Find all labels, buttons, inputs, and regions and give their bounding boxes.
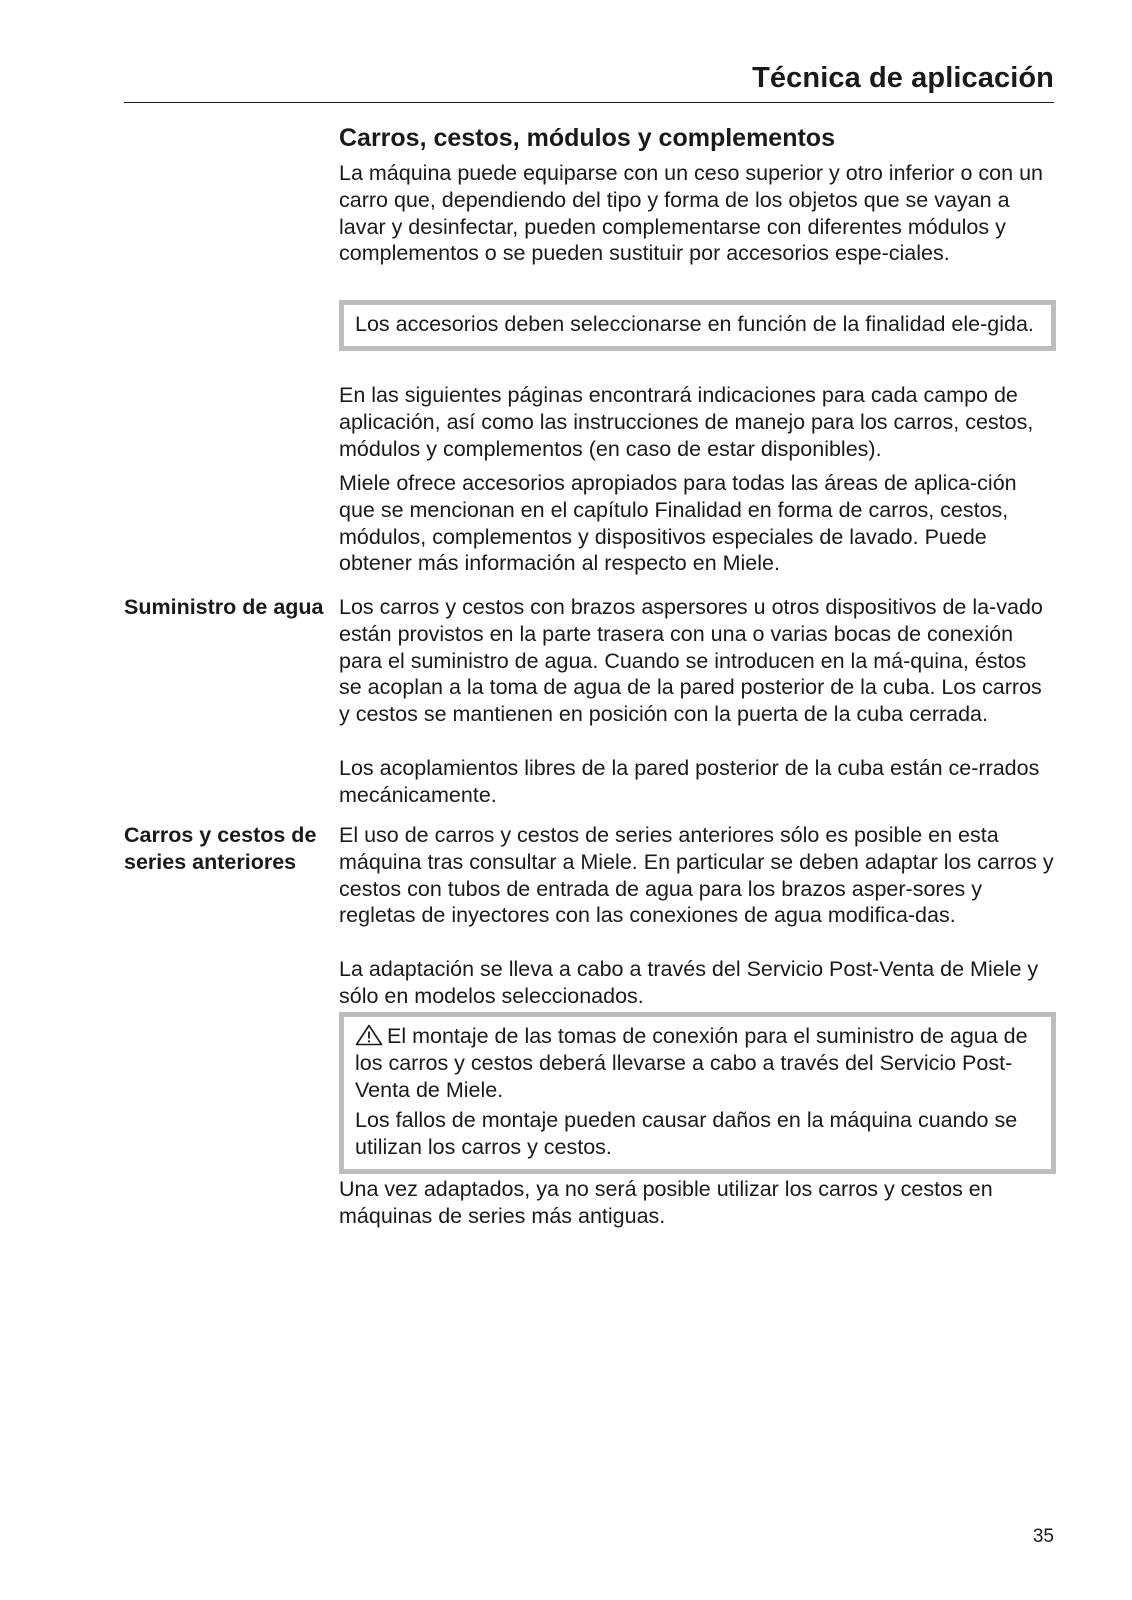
paragraph-accessories: Miele ofrece accesorios apropiados para todas las áreas de aplica-ción que se mencionan en el capítulo Finalidad en forma de carros, cestos, módulos, complementos y dispositivos especiales de lavado. Puede obtener más información al respecto en Miele. <box>339 471 1017 576</box>
chapter-title: Técnica de aplicación <box>752 62 1054 94</box>
older-series-paragraph-2: La adaptación se lleva a cabo a través del Servicio Post-Venta de Miele y sólo en modelos seleccionados. <box>339 957 1039 1008</box>
paragraph-next-pages: En las siguientes páginas encontrará indicaciones para cada campo de aplicación, así como las instrucciones de manejo para los carros, cestos, módulos y complementos (en caso de estar disponibles). <box>339 383 1034 461</box>
warning-box <box>339 1012 1056 1174</box>
note-text: Los accesorios deben seleccionarse en función de la finalidad ele-gida. <box>355 312 1034 336</box>
side-heading-older-series: Carros y cestos de series anteriores <box>124 823 317 874</box>
water-supply-paragraph: Los carros y cestos con brazos aspersores u otros dispositivos de la-vado están provistos en la parte trasera con una o varias bocas de conexión para el suministro de agua. Cuando se introducen en la má-quina, éstos se acoplan a la toma de agua de la pared posterior de la cuba. Los carros y cestos se mantienen en posición con la puerta de la cuba cerrada. <box>339 595 1043 727</box>
page-header <box>124 58 1054 103</box>
side-heading-water-supply: Suministro de agua <box>124 595 324 619</box>
intro-paragraph: La máquina puede equiparse con un ceso superior y otro inferior o con un carro que, dependiendo del tipo y forma de los objetos que se vayan a lavar y desinfectar, pueden complementarse con diferentes módulos y complementos o se pueden sustituir por accesorios espe-ciales. <box>339 161 1043 266</box>
final-paragraph: Una vez adaptados, ya no será posible utilizar los carros y cestos en máquinas de series más antiguas. <box>339 1177 993 1228</box>
warning-text-2: Los fallos de montaje pueden causar daños en la máquina cuando se utilizan los carros y cestos. <box>355 1108 1018 1160</box>
warning-triangle-icon <box>355 1024 383 1046</box>
note-box <box>339 300 1056 351</box>
water-supply-paragraph-2: Los acoplamientos libres de la pared posterior de la cuba están ce-rrados mecánicamente. <box>339 756 1040 807</box>
section-title: Carros, cestos, módulos y complementos <box>339 124 835 152</box>
warning-paragraph-1 <box>355 1023 1051 1103</box>
page-number: 35 <box>1032 1526 1054 1547</box>
older-series-paragraph: El uso de carros y cestos de series anteriores sólo es posible en esta máquina tras consultar a Miele. En particular se deben adaptar los carros y cestos con tubos de entrada de agua para los brazos asper-sores y regletas de inyectores con las conexiones de agua modifica-das. <box>339 823 1054 928</box>
warning-text-1: El montaje de las tomas de conexión para el suministro de agua de los carros y cestos deberá llevarse a cabo a través del Servicio Post-Venta de Miele. <box>355 1024 1028 1102</box>
